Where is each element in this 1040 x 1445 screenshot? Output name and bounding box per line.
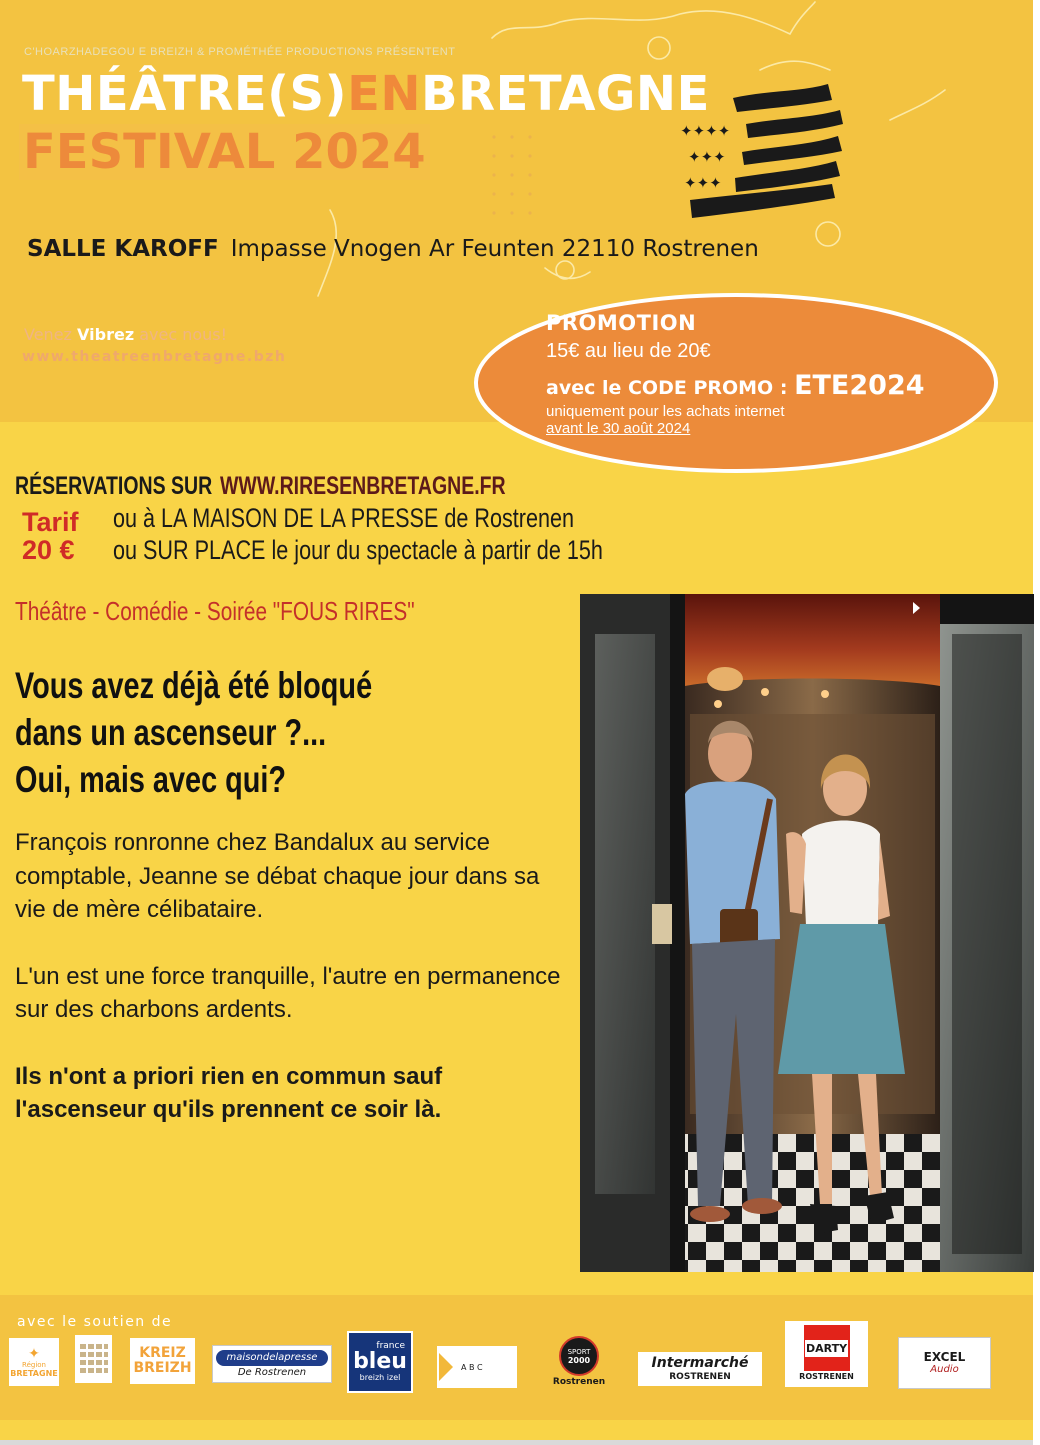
booking-label: RÉSERVATIONS SUR [15, 472, 213, 500]
region-bretagne-logo [9, 1338, 59, 1386]
venue-address: Impasse Vnogen Ar Feunten 22110 Rostrenen [230, 236, 759, 262]
community-emblem-logo [75, 1335, 112, 1383]
maison-de-la-presse-logo [212, 1345, 332, 1383]
maison-presse-name: maisondelapresse [216, 1350, 328, 1366]
show-genre: Théâtre - Comédie - Soirée "FOUS RIRES" [15, 596, 415, 626]
sport-2000-text: 2000 [567, 1355, 591, 1365]
intermarche-city: ROSTRENEN [669, 1372, 731, 1382]
intermarche-text: Intermarché [651, 1355, 749, 1371]
promo-code-line [546, 370, 925, 401]
title-en: EN [347, 66, 422, 122]
france-text: france [376, 1341, 405, 1351]
promo-title: PROMOTION [546, 311, 697, 335]
tarif-label: Tarif [22, 507, 79, 537]
svg-text:✦✦✦: ✦✦✦ [684, 174, 722, 192]
headline-line-3: Oui, mais avec qui? [15, 759, 287, 800]
maison-presse-city: De Rostrenen [237, 1366, 307, 1378]
booking-option-onsite: ou SUR PLACE le jour du spectacle à partir de 15h [113, 535, 603, 565]
venue [27, 236, 759, 262]
bleu-text: bleu [353, 1349, 407, 1374]
tagline-highlight: Vibrez [77, 325, 135, 344]
bottom-edge [0, 1440, 1033, 1445]
promo-price: 15€ au lieu de 20€ [546, 340, 711, 362]
promo-deadline: avant le 30 août 2024 [546, 420, 691, 437]
intermarche-logo [638, 1352, 762, 1386]
tarif [22, 508, 79, 564]
darty-city: ROSTRENEN [799, 1372, 854, 1381]
bleu-sub-text: breizh izel [359, 1373, 401, 1382]
region-bretagne-top: Région [22, 1360, 46, 1369]
show-photo-actors-in-elevator [580, 594, 1034, 1272]
svg-text:✦✦✦: ✦✦✦ [688, 148, 726, 166]
breizh-text: BREIZH [133, 1360, 192, 1376]
darty-square [804, 1325, 850, 1371]
show-headline [15, 662, 372, 803]
sport-2000-logo [552, 1334, 606, 1390]
festival-year: FESTIVAL 2024 [19, 124, 430, 180]
title-theatres: THÉÂTRE(S) [22, 66, 348, 122]
region-bretagne-icon: ✦ [28, 1345, 40, 1362]
booking-url-link[interactable]: WWW.RIRESENBRETAGNE.FR [220, 472, 506, 500]
tagline [24, 325, 227, 344]
promo-code-label: avec le CODE PROMO : [546, 377, 788, 399]
sport-text: SPORT [567, 1347, 591, 1356]
headline-line-2: dans un ascenseur ?... [15, 712, 327, 753]
description-paragraph-3: Ils n'ont a priori rien en commun sauf l'ascenseur qu'ils prennent ce soir là. [15, 1062, 443, 1123]
tarif-price: 20 € [22, 535, 75, 565]
sport-city: Rostrenen [552, 1377, 606, 1387]
presenter-1: C'HOARZHADEGOU E BREIZH [24, 46, 194, 58]
emblem-grid-icon [79, 1342, 109, 1376]
svg-text:✦✦✦✦: ✦✦✦✦ [680, 122, 731, 140]
presenter-2: & PROMÉTHÉE PRODUCTIONS [197, 46, 373, 58]
headline-line-1: Vous avez déjà été bloqué [15, 665, 373, 706]
venue-name: SALLE KAROFF [27, 236, 219, 262]
tagline-prefix: Venez [24, 325, 72, 344]
excel-text: EXCEL [923, 1350, 966, 1364]
abc-logo [437, 1346, 517, 1388]
title-bretagne: BRETAGNE [421, 66, 710, 122]
excel-sub-text: Audio [930, 1364, 959, 1375]
booking-line [15, 472, 506, 501]
presenters-line [24, 46, 455, 58]
darty-logo [785, 1321, 868, 1387]
promo-code: ETE2024 [794, 370, 925, 401]
kreiz-text: KREIZ [139, 1345, 186, 1361]
tagline-suffix: avec nous! [139, 325, 228, 344]
kreiz-breizh-logo [130, 1338, 195, 1384]
darty-text: DARTY [805, 1341, 848, 1355]
presenters-verb: PRÉSENTENT [376, 46, 456, 58]
description-paragraph-1: François ronronne chez Bandalux au service comptable, Jeanne se débat chaque jour dans sa vie de mère célibataire. [15, 829, 540, 923]
abc-text: A B C [461, 1362, 483, 1372]
promo-block [546, 311, 925, 437]
sponsors-label: avec le soutien de [17, 1314, 173, 1330]
france-bleu-logo [347, 1331, 413, 1393]
booking-option-press: ou à LA MAISON DE LA PRESSE de Rostrenen [113, 503, 575, 533]
show-description [15, 826, 575, 1160]
sport-2000-badge [559, 1336, 599, 1376]
promo-note: uniquement pour les achats internet [546, 403, 785, 420]
excel-audio-logo [898, 1337, 991, 1389]
festival-title [22, 66, 710, 122]
festival-website-link[interactable]: www.theatreenbretagne.bzh [22, 349, 287, 365]
region-bretagne-name: BRETAGNE [10, 1368, 58, 1378]
abc-arrow-icon [439, 1353, 453, 1381]
description-paragraph-2: L'un est une force tranquille, l'autre en permanence sur des charbons ardents. [15, 962, 561, 1023]
